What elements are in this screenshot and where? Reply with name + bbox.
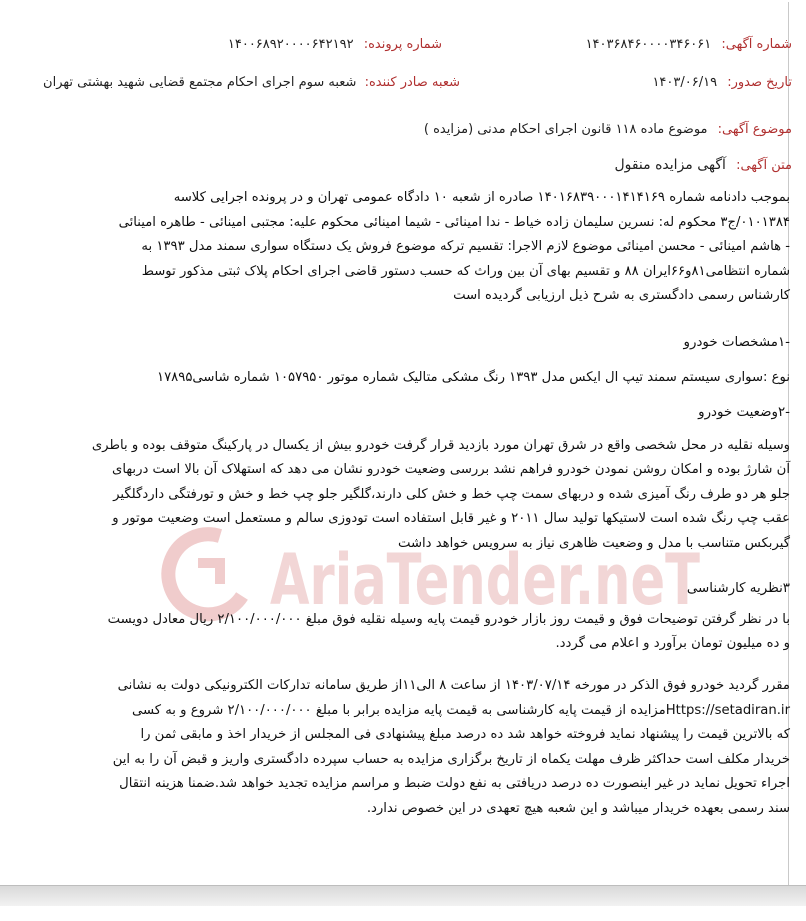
auction-terms-line: سند رسمی بعهده خریدار میباشد و این شعبه هیچ تعهدی در این خصوص ندارد.: [366, 800, 790, 816]
issue-date-label: تاریخ صدور:: [727, 75, 792, 90]
section-2: [12, 401, 790, 557]
ad-number-value: ۱۴۰۳۶۸۴۶۰۰۰۰۳۴۶۰۶۱: [585, 37, 712, 52]
intro-line: ۰۱۰۱۳۸۴/ج۳ محکوم له: نسرین سلیمان زاده خیاط - ندا امینائی - شیما امینائی محکوم علیه: مجتبی امینائی - طاهره امینائی: [118, 214, 790, 230]
auction-terms-line: مقرر گردید خودرو فوق الذکر در مورخه ۱۴۰۳/۰۷/۱۴ از ساعت ۸ الی۱۱از طریق سامانه تدارکات الکترونیکی دولت به نشانی: [117, 678, 790, 693]
ad-number-row: [586, 37, 792, 52]
subject-row: [424, 122, 792, 137]
vehicle-condition-line: عقب چپ رنگ شده است لاستیکها تولید سال ۲۰۱۱ و غیر قابل استفاده است تودوزی سالم و مستعمل است وضعیت موتور و: [112, 511, 790, 527]
subject-value: موضوع ماده ۱۱۸ قانون اجرای احکام مدنی (مزایده ): [423, 122, 708, 137]
auction-terms-line: که بالاترین قیمت را پیشنهاد نماید فروخته خواهد شد ده درصد مبلغ پیشنهادی فی المجلس از خریدار اخذ و مابقی ثمن را: [140, 727, 790, 743]
vehicle-condition-line: وسیله نقلیه در محل شخصی واقع در شرق تهران مورد بازدید قرار گرفت خودرو بیش از یکسال در پارکینگ متوقف بوده و باطری: [91, 437, 790, 453]
text-title-row: [614, 157, 792, 173]
issuer-value: شعبه سوم اجرای احکام مجتمع قضایی شهید بهشتی تهران: [43, 75, 357, 90]
vehicle-spec-line: نوع :سواری سیستم سمند تیپ ال ایکس مدل ۱۳۹۳ رنگ مشکی متالیک شماره موتور ۱۰۵۷۹۵۰ شماره شاسی۱۷۸۹۵: [157, 369, 790, 385]
issue-date-value: ۱۴۰۳/۰۶/۱۹: [652, 75, 718, 90]
text-title: آگهی مزایده منقول: [614, 157, 726, 173]
issuer-row: [43, 75, 460, 90]
auction-terms-line: خریدار مکلف است حداکثر ظرف مهلت یکماه از تاریخ برگزاری مزایده به حساب سپرده دادگستری واریز و قبض آن را به این: [112, 751, 790, 767]
auction-terms-line: Https://setadiran.irمزایده از قیمت پایه کارشناسی به قیمت پایه مزایده برابر با مبلغ ۲/۱۰۰/۰۰۰/۰۰۰ شروع و به کسی: [132, 702, 790, 718]
watermark-text: AriaTender.neT: [270, 539, 701, 621]
ad-body: [12, 186, 790, 309]
section-3-title: ۳نظریه کارشناسی: [686, 581, 790, 596]
ad-number-label: شماره آگهی:: [721, 37, 792, 52]
section-3: [12, 577, 790, 657]
vehicle-condition-line: آن شارژ بوده و امکان روشن نمودن خودرو فراهم نشد بررسی وضعیت خودرو نشان می دهد که استهلاک آن بالا است دربهای: [112, 462, 790, 478]
auction-terms-line: اجراء تحویل نماید در غیر اینصورت ده درصد دریافتی به نفع دولت ضبط و مراسم مزایده تجدید خواهد شد.ضمنا هزینه انتقال: [119, 776, 790, 792]
case-number-value: ۱۴۰۰۶۸۹۲۰۰۰۰۶۴۲۱۹۲: [227, 37, 354, 52]
issue-date-row: [652, 75, 792, 90]
section-1-title: -۱مشخصات خودرو: [683, 335, 790, 350]
section-1: [12, 331, 790, 390]
expert-opinion-line: با در نظر گرفتن توضیحات فوق و قیمت روز بازار خودرو قیمت پایه وسیله نقلیه فوق مبلغ ۲/۱۰۰/۰۰۰/۰۰۰ ریال معادل دویست: [107, 611, 790, 627]
expert-opinion-line: و ده میلیون تومان برآورد و اعلام می گردد.: [555, 636, 790, 652]
case-number-row: [228, 37, 442, 52]
intro-line: بموجب دادنامه شماره ۱۴۰۱۶۸۳۹۰۰۰۱۴۱۴۱۶۹ صادره از شعبه ۱۰ دادگاه عمومی تهران و در پرونده اجرایی کلاسه: [173, 190, 790, 205]
auction-terms: [12, 674, 790, 822]
case-number-label: شماره پرونده:: [363, 37, 442, 52]
intro-line: شماره انتظامی۸۱و۶۶ایران ۸۸ و تقسیم بهای آن بین وراث که حسب دستور قاضی اجرای احکام پلاک ثبتی مذکور توسط: [141, 263, 790, 279]
vehicle-condition-line: گیربکس متناسب با مدل و وضعیت ظاهری نیاز به سرویس خواهد داشت: [398, 535, 790, 551]
text-label: متن آگهی:: [736, 158, 792, 173]
intro-line: - هاشم امینائی - محسن امینائی موضوع لازم الاجرا: تقسیم ترکه موضوع فروش یک دستگاه سواری سمند مدل ۱۳۹۳ به: [141, 239, 790, 255]
section-2-title: -۲وضعیت خودرو: [698, 405, 790, 420]
subject-label: موضوع آگهی:: [717, 122, 792, 137]
vehicle-condition-line: جلو هر دو طرف رنگ آمیزی شده و دربهای سمت چپ خط و خش کلی دارند،گلگیر جلو چپ خط و خش و تورفتگی داردگلگیر: [113, 486, 790, 502]
window-bottom-bar: [0, 885, 806, 906]
issuer-label: شعبه صادر کننده:: [364, 75, 460, 90]
intro-line: کارشناس رسمی دادگستری به شرح ذیل ارزیابی گردیده است: [453, 288, 790, 304]
